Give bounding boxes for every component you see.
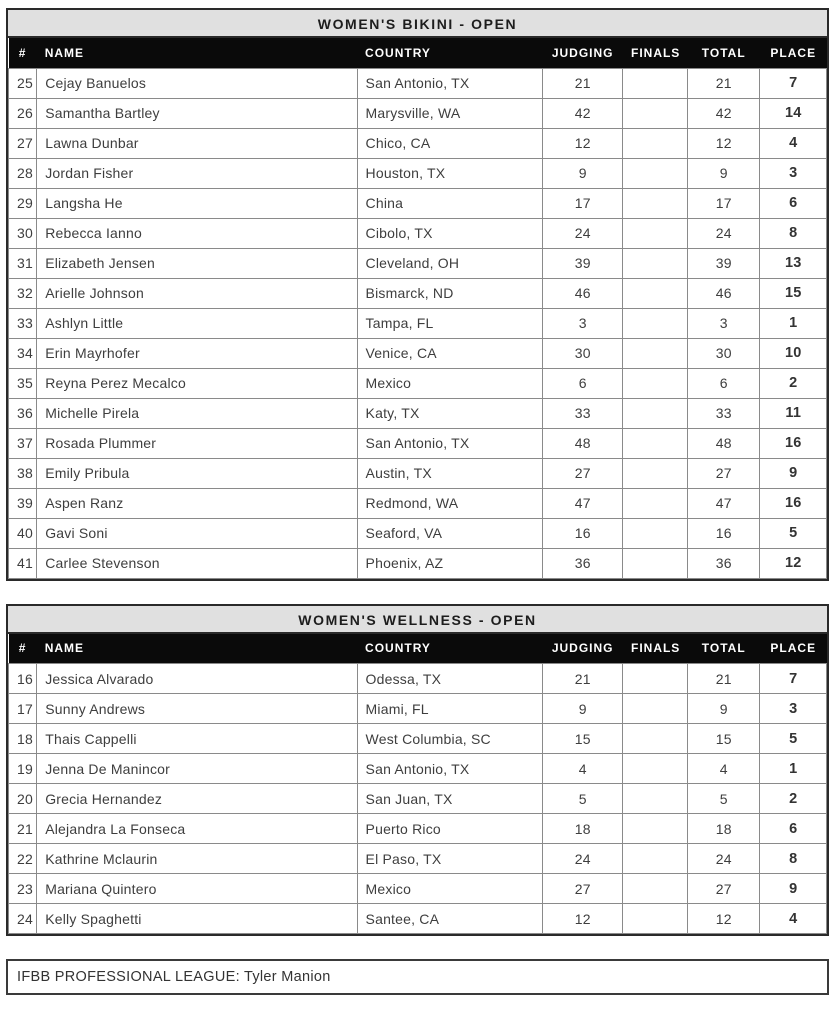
judging-cell: 30 [542,338,623,368]
table-row [9,368,827,398]
country-cell: West Columbia, SC [357,724,542,754]
finals-cell [623,308,687,338]
judging-cell: 6 [542,368,623,398]
finals-cell [623,724,687,754]
name-cell: Jenna De Manincor [37,754,357,784]
column-header-country: COUNTRY [357,38,542,68]
competitor-number-cell: 38 [9,458,37,488]
judging-cell: 18 [542,814,623,844]
total-cell: 48 [687,428,760,458]
competitor-number-cell: 29 [9,188,37,218]
table-row [9,724,827,754]
table-row [9,694,827,724]
country-cell: Houston, TX [357,158,542,188]
name-cell: Gavi Soni [37,518,357,548]
place-cell: 3 [760,158,827,188]
name-cell: Aspen Ranz [37,488,357,518]
place-cell: 15 [760,278,827,308]
country-cell: San Juan, TX [357,784,542,814]
finals-cell [623,814,687,844]
finals-cell [623,488,687,518]
total-cell: 5 [687,784,760,814]
competitor-number-cell: 25 [9,68,37,98]
country-cell: Venice, CA [357,338,542,368]
column-header-judging: JUDGING [542,634,623,664]
table-row [9,248,827,278]
country-cell: San Antonio, TX [357,68,542,98]
name-cell: Erin Mayrhofer [37,338,357,368]
country-cell: Mexico [357,368,542,398]
name-cell: Jordan Fisher [37,158,357,188]
place-cell: 8 [760,844,827,874]
name-cell: Mariana Quintero [37,874,357,904]
column-header-name: NAME [37,38,357,68]
table-row [9,98,827,128]
country-cell: China [357,188,542,218]
finals-cell [623,428,687,458]
competitor-number-cell: 30 [9,218,37,248]
column-header-finals: FINALS [623,38,687,68]
place-cell: 1 [760,754,827,784]
total-cell: 9 [687,158,760,188]
country-cell: Marysville, WA [357,98,542,128]
place-cell: 8 [760,218,827,248]
judging-cell: 12 [542,904,623,934]
judging-cell: 24 [542,844,623,874]
place-cell: 9 [760,874,827,904]
column-header-judging: JUDGING [542,38,623,68]
league-footer: IFBB PROFESSIONAL LEAGUE: Tyler Manion [6,959,829,995]
total-cell: 18 [687,814,760,844]
judging-cell: 27 [542,458,623,488]
column-header-number: # [9,634,37,664]
total-cell: 6 [687,368,760,398]
finals-cell [623,694,687,724]
finals-cell [623,398,687,428]
total-cell: 47 [687,488,760,518]
table-row [9,754,827,784]
finals-cell [623,904,687,934]
place-cell: 14 [760,98,827,128]
table-row [9,784,827,814]
finals-cell [623,664,687,694]
country-cell: Redmond, WA [357,488,542,518]
table-row [9,548,827,578]
competitor-number-cell: 26 [9,98,37,128]
table-row [9,488,827,518]
total-cell: 24 [687,844,760,874]
competitor-number-cell: 21 [9,814,37,844]
place-cell: 13 [760,248,827,278]
total-cell: 15 [687,724,760,754]
competitor-number-cell: 28 [9,158,37,188]
competitor-number-cell: 19 [9,754,37,784]
column-header-total: TOTAL [687,38,760,68]
table-row [9,844,827,874]
country-cell: San Antonio, TX [357,428,542,458]
competitor-number-cell: 33 [9,308,37,338]
country-cell: Miami, FL [357,694,542,724]
name-cell: Emily Pribula [37,458,357,488]
total-cell: 3 [687,308,760,338]
judging-cell: 47 [542,488,623,518]
finals-cell [623,368,687,398]
place-cell: 16 [760,428,827,458]
competitor-number-cell: 36 [9,398,37,428]
finals-cell [623,784,687,814]
table-row [9,68,827,98]
judging-cell: 39 [542,248,623,278]
table-row [9,128,827,158]
table-row [9,338,827,368]
table-row [9,874,827,904]
country-cell: Bismarck, ND [357,278,542,308]
country-cell: Tampa, FL [357,308,542,338]
finals-cell [623,158,687,188]
judging-cell: 27 [542,874,623,904]
place-cell: 11 [760,398,827,428]
name-cell: Lawna Dunbar [37,128,357,158]
total-cell: 39 [687,248,760,278]
country-cell: Katy, TX [357,398,542,428]
place-cell: 6 [760,814,827,844]
competitor-number-cell: 31 [9,248,37,278]
judging-cell: 9 [542,158,623,188]
finals-cell [623,518,687,548]
finals-cell [623,278,687,308]
table-header [9,38,827,68]
finals-cell [623,874,687,904]
judging-cell: 46 [542,278,623,308]
competitor-number-cell: 41 [9,548,37,578]
competitor-number-cell: 39 [9,488,37,518]
place-cell: 10 [760,338,827,368]
table-row [9,814,827,844]
finals-cell [623,548,687,578]
country-cell: Seaford, VA [357,518,542,548]
judging-cell: 15 [542,724,623,754]
judging-cell: 48 [542,428,623,458]
judging-cell: 3 [542,308,623,338]
table-row [9,458,827,488]
table-row [9,664,827,694]
place-cell: 4 [760,128,827,158]
total-cell: 21 [687,68,760,98]
competitor-number-cell: 20 [9,784,37,814]
judging-cell: 12 [542,128,623,158]
place-cell: 5 [760,518,827,548]
name-cell: Thais Cappelli [37,724,357,754]
competitor-number-cell: 34 [9,338,37,368]
place-cell: 2 [760,368,827,398]
place-cell: 2 [760,784,827,814]
competitor-number-cell: 17 [9,694,37,724]
country-cell: Puerto Rico [357,814,542,844]
column-header-finals: FINALS [623,634,687,664]
total-cell: 12 [687,128,760,158]
country-cell: Cibolo, TX [357,218,542,248]
results-table [8,634,827,935]
country-cell: Mexico [357,874,542,904]
place-cell: 3 [760,694,827,724]
country-cell: Chico, CA [357,128,542,158]
competitor-number-cell: 40 [9,518,37,548]
table-row [9,398,827,428]
name-cell: Michelle Pirela [37,398,357,428]
competitor-number-cell: 32 [9,278,37,308]
table-row [9,428,827,458]
total-cell: 42 [687,98,760,128]
table-row [9,158,827,188]
finals-cell [623,188,687,218]
name-cell: Cejay Banuelos [37,68,357,98]
judging-cell: 9 [542,694,623,724]
finals-cell [623,128,687,158]
results-table-wellness-open [6,604,829,937]
country-cell: Odessa, TX [357,664,542,694]
name-cell: Kathrine Mclaurin [37,844,357,874]
finals-cell [623,458,687,488]
results-table-bikini-open [6,8,829,581]
name-cell: Rosada Plummer [37,428,357,458]
country-cell: El Paso, TX [357,844,542,874]
name-cell: Kelly Spaghetti [37,904,357,934]
country-cell: Cleveland, OH [357,248,542,278]
competitor-number-cell: 18 [9,724,37,754]
total-cell: 27 [687,458,760,488]
judging-cell: 17 [542,188,623,218]
judging-cell: 21 [542,664,623,694]
place-cell: 12 [760,548,827,578]
country-cell: Austin, TX [357,458,542,488]
name-cell: Elizabeth Jensen [37,248,357,278]
total-cell: 9 [687,694,760,724]
name-cell: Reyna Perez Mecalco [37,368,357,398]
table-row [9,278,827,308]
total-cell: 46 [687,278,760,308]
name-cell: Alejandra La Fonseca [37,814,357,844]
name-cell: Rebecca Ianno [37,218,357,248]
place-cell: 16 [760,488,827,518]
competitor-number-cell: 27 [9,128,37,158]
judging-cell: 33 [542,398,623,428]
competitor-number-cell: 16 [9,664,37,694]
column-header-name: NAME [37,634,357,664]
finals-cell [623,754,687,784]
place-cell: 9 [760,458,827,488]
table-row [9,188,827,218]
name-cell: Jessica Alvarado [37,664,357,694]
results-table [8,38,827,579]
total-cell: 33 [687,398,760,428]
place-cell: 5 [760,724,827,754]
judging-cell: 42 [542,98,623,128]
judging-cell: 4 [542,754,623,784]
competitor-number-cell: 23 [9,874,37,904]
total-cell: 27 [687,874,760,904]
competitor-number-cell: 37 [9,428,37,458]
judging-cell: 5 [542,784,623,814]
judging-cell: 24 [542,218,623,248]
column-header-number: # [9,38,37,68]
finals-cell [623,218,687,248]
total-cell: 17 [687,188,760,218]
finals-cell [623,98,687,128]
place-cell: 7 [760,664,827,694]
name-cell: Sunny Andrews [37,694,357,724]
table-row [9,308,827,338]
column-header-place: PLACE [760,38,827,68]
name-cell: Arielle Johnson [37,278,357,308]
country-cell: San Antonio, TX [357,754,542,784]
name-cell: Ashlyn Little [37,308,357,338]
total-cell: 16 [687,518,760,548]
table-title: WOMEN'S BIKINI - OPEN [8,10,827,38]
place-cell: 4 [760,904,827,934]
column-header-total: TOTAL [687,634,760,664]
total-cell: 24 [687,218,760,248]
place-cell: 7 [760,68,827,98]
finals-cell [623,248,687,278]
judging-cell: 16 [542,518,623,548]
finals-cell [623,844,687,874]
total-cell: 12 [687,904,760,934]
name-cell: Grecia Hernandez [37,784,357,814]
table-row [9,218,827,248]
name-cell: Samantha Bartley [37,98,357,128]
total-cell: 4 [687,754,760,784]
country-cell: Phoenix, AZ [357,548,542,578]
finals-cell [623,68,687,98]
place-cell: 6 [760,188,827,218]
competitor-number-cell: 22 [9,844,37,874]
total-cell: 21 [687,664,760,694]
name-cell: Carlee Stevenson [37,548,357,578]
column-header-place: PLACE [760,634,827,664]
finals-cell [623,338,687,368]
competitor-number-cell: 24 [9,904,37,934]
place-cell: 1 [760,308,827,338]
judging-cell: 21 [542,68,623,98]
table-row [9,518,827,548]
total-cell: 30 [687,338,760,368]
table-header [9,634,827,664]
country-cell: Santee, CA [357,904,542,934]
competitor-number-cell: 35 [9,368,37,398]
table-row [9,904,827,934]
column-header-country: COUNTRY [357,634,542,664]
table-title: WOMEN'S WELLNESS - OPEN [8,606,827,634]
name-cell: Langsha He [37,188,357,218]
total-cell: 36 [687,548,760,578]
judging-cell: 36 [542,548,623,578]
